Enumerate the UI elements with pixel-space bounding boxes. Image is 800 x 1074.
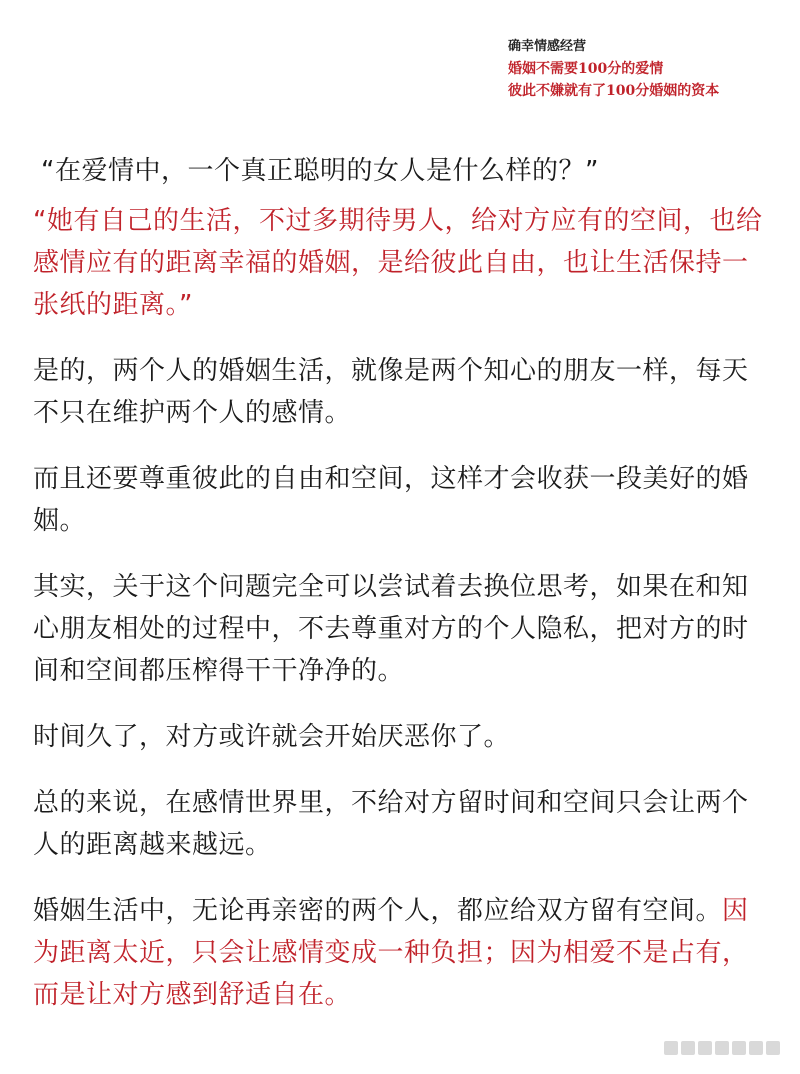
article-body: [33, 150, 773, 1040]
brand-name: 确幸情感经营: [508, 39, 587, 54]
paragraph-8-red-text: 因为距离太近，只会让感情变成一种负担；因为相爱不是占有，而是让对方感到舒适自在。: [33, 896, 749, 1010]
watermark-block: [681, 1041, 695, 1055]
header-tagline-1: 婚姻不需要100分的爱情: [508, 61, 664, 77]
paragraph-4: 而且还要尊重彼此的自由和空间，这样才会收获一段美好的婚姻。: [33, 464, 749, 536]
watermark-block: [664, 1041, 678, 1055]
paragraph-7: 总的来说，在感情世界里，不给对方留时间和空间只会让两个人的距离越来越远。: [33, 788, 749, 860]
watermark-block: [715, 1041, 729, 1055]
paragraph-3: 是的，两个人的婚姻生活，就像是两个知心的朋友一样，每天不只在维护两个人的感情。: [33, 356, 749, 428]
paragraph-5: 其实，关于这个问题完全可以尝试着去换位思考，如果在和知心朋友相处的过程中，不去尊重对方的个人隐私，把对方的时间和空间都压榨得干干净净的。: [33, 572, 749, 686]
watermark: [664, 1038, 780, 1058]
paragraph-6: 时间久了，对方或许就会开始厌恶你了。: [33, 722, 511, 752]
header-caption: [508, 36, 719, 102]
paragraph-8: [33, 890, 773, 1016]
watermark-block: [732, 1041, 746, 1055]
header-tagline-2: 彼此不嫌就有了100分婚姻的资本: [508, 83, 720, 99]
watermark-block: [766, 1041, 780, 1055]
watermark-block: [698, 1041, 712, 1055]
paragraph-question: “在爱情中，一个真正聪明的女人是什么样的？”: [41, 156, 599, 186]
paragraph-quote: “她有自己的生活，不过多期待男人，给对方应有的空间，也给感情应有的距离幸福的婚姻，是给彼此自由，也让生活保持一张纸的距离。”: [33, 206, 763, 320]
paragraph-8-dark-text: 婚姻生活中，无论再亲密的两个人，都应给双方留有空间。: [33, 896, 723, 926]
watermark-block: [749, 1041, 763, 1055]
